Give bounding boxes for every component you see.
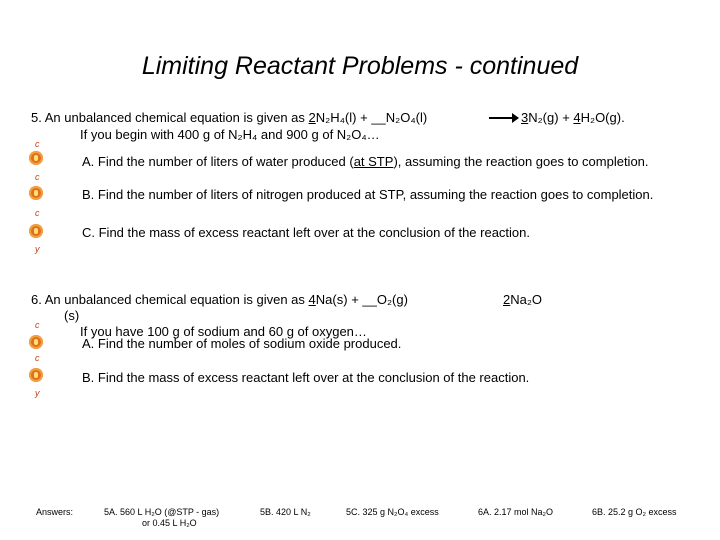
- answer-5a: 5A. 560 L H₂O (@STP - gas): [104, 507, 220, 517]
- plus-sign: +: [562, 110, 570, 125]
- bullet-icon: [29, 335, 43, 349]
- coef-n2h4: 2: [308, 110, 316, 125]
- bullet-icon: [29, 224, 43, 238]
- problem-6-product: [503, 292, 542, 307]
- product-n2: N₂(g): [528, 110, 559, 125]
- problem-6-given: If you have 100 g of sodium and 60 g of oxygen…: [80, 324, 367, 339]
- reactant-o2: O₂(g): [376, 292, 408, 307]
- problem-5a-text: A. Find the number of liters of water produced (: [82, 154, 354, 169]
- reactant-n2o4: N₂O₄(l): [385, 110, 428, 125]
- at-stp: at STP: [353, 154, 394, 169]
- marker-icon: y: [35, 244, 40, 254]
- coef-na: 4: [308, 292, 316, 307]
- reactant-n2h4: N₂H₄(l): [315, 110, 357, 125]
- problem-6-intro: 6. An unbalanced chemical equation is given as: [31, 292, 305, 307]
- answers-label: Answers:: [36, 507, 74, 517]
- answer-5b: 5B. 420 L N₂: [260, 507, 311, 517]
- coef-h2o: 4: [573, 110, 581, 125]
- bullet-icon: [29, 368, 43, 382]
- marker-icon: c: [35, 320, 40, 330]
- reactant-na: Na(s): [315, 292, 348, 307]
- plus-sign: +: [351, 292, 359, 307]
- problem-6-state: (s): [64, 308, 80, 323]
- problem-5a-text-end: ), assuming the reaction goes to completion.: [393, 154, 649, 169]
- answer-5c: 5C. 325 g N₂O₄ excess: [346, 507, 439, 517]
- problem-5-products: [521, 110, 625, 125]
- problem-5a: [82, 154, 649, 169]
- problem-5-intro: 5. An unbalanced chemical equation is given as: [31, 110, 305, 125]
- product-h2o: H₂O(g).: [580, 110, 625, 125]
- answer-6a: 6A. 2.17 mol Na₂O: [478, 507, 554, 517]
- coef-na2o: 2: [503, 292, 511, 307]
- marker-icon: c: [35, 139, 40, 149]
- marker-icon: c: [35, 208, 40, 218]
- problem-5-given: If you begin with 400 g of N₂H₄ and 900 g of N₂O₄…: [80, 127, 380, 142]
- problem-6-equation: [31, 292, 408, 307]
- marker-icon: c: [35, 172, 40, 182]
- problem-6a: A. Find the number of moles of sodium oxide produced.: [82, 336, 402, 351]
- answer-5a-alt: or 0.45 L H₂O: [142, 518, 197, 528]
- coef-n2o4: __: [371, 110, 386, 125]
- problem-6b: B. Find the mass of excess reactant left over at the conclusion of the reaction.: [82, 370, 530, 385]
- problem-5b: B. Find the number of liters of nitrogen produced at STP, assuming the reaction goes to completion.: [82, 187, 654, 202]
- arrow-icon: [489, 117, 513, 119]
- product-na2o: Na₂O: [510, 292, 543, 307]
- plus-sign: +: [360, 110, 368, 125]
- coef-n2: 3: [521, 110, 529, 125]
- marker-icon: y: [35, 388, 40, 398]
- coef-o2: __: [362, 292, 377, 307]
- marker-icon: c: [35, 353, 40, 363]
- bullet-icon: [29, 186, 43, 200]
- bullet-icon: [29, 151, 43, 165]
- problem-5c: C. Find the mass of excess reactant left over at the conclusion of the reaction.: [82, 225, 531, 240]
- page-title: Limiting Reactant Problems - continued: [141, 52, 579, 80]
- problem-5-equation: [31, 110, 427, 125]
- answer-6b: 6B. 25.2 g O₂ excess: [592, 507, 677, 517]
